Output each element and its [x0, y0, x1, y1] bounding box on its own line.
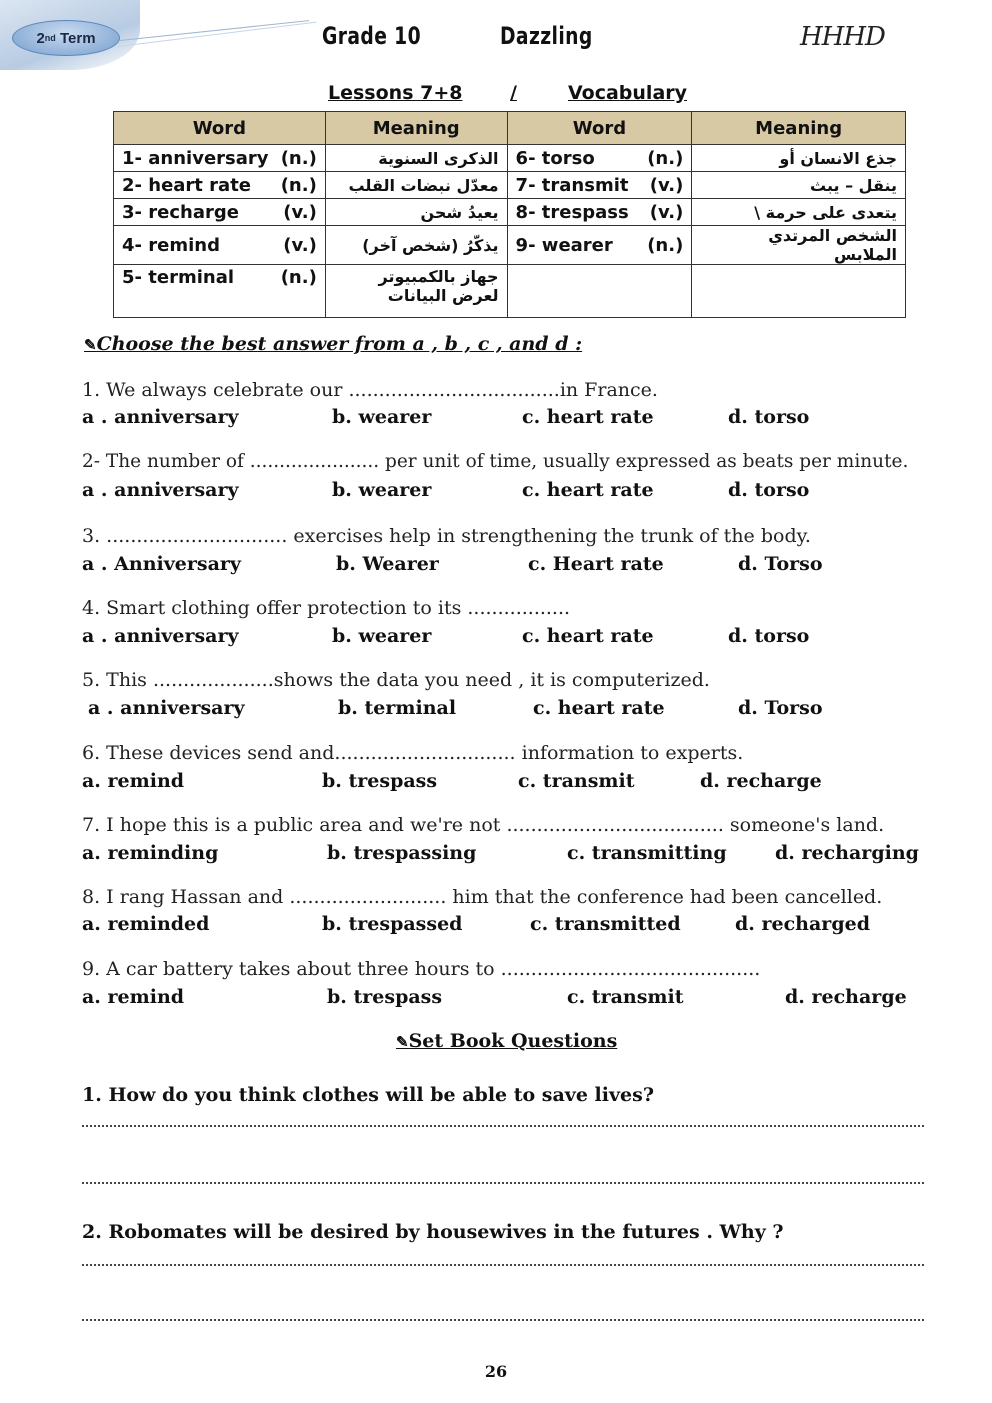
question-text: 3. .............................. exercises help in strengthening the trunk of the body. — [82, 525, 811, 547]
question-text: 2- The number of ...................... per unit of time, usually expressed as beats per minute. — [82, 451, 909, 472]
option-b[interactable]: b. trespassing — [327, 842, 477, 864]
page-number: 26 — [484, 1362, 508, 1381]
option-a[interactable]: a. reminding — [82, 842, 219, 864]
meaning-cell: يتعدى على حرمة \ — [692, 199, 906, 226]
lessons-label: Lessons 7+8 — [328, 82, 463, 104]
option-c[interactable]: c. transmit — [518, 770, 635, 792]
option-b[interactable]: b. wearer — [332, 479, 432, 501]
part-of-speech: (v.) — [649, 174, 684, 196]
part-of-speech: (v.) — [283, 201, 317, 223]
word: 5- terminal — [122, 267, 235, 288]
term-number: 2 — [36, 29, 45, 47]
table-row — [114, 172, 906, 199]
table-row — [114, 199, 906, 226]
option-c[interactable]: c. heart rate — [522, 406, 654, 428]
option-c[interactable]: c. heart rate — [522, 625, 654, 647]
table-header-row — [114, 112, 906, 145]
option-a[interactable]: a . Anniversary — [82, 553, 241, 575]
word: 9- wearer — [515, 234, 613, 256]
grade-title: Grade 10 — [322, 22, 422, 50]
option-d[interactable]: d. recharged — [735, 913, 870, 935]
term-label: Term — [59, 29, 96, 47]
option-c[interactable]: c. Heart rate — [528, 553, 664, 575]
meaning-cell: ينقل – يبث — [692, 172, 906, 199]
header-swoosh — [120, 20, 309, 41]
header-swoosh — [118, 22, 317, 47]
option-a[interactable]: a . anniversary — [82, 406, 239, 428]
question-text: 7. I hope this is a public area and we're not .................................... someone's land. — [82, 814, 885, 836]
option-d[interactable]: d. Torso — [738, 553, 823, 575]
meaning-cell: جهاز بالكمبيوتر لعرض البيانات — [325, 265, 507, 318]
word-cell — [507, 172, 692, 199]
meaning-cell: يعيدُ شحن — [325, 199, 507, 226]
set-book-heading — [396, 1030, 617, 1052]
option-b[interactable]: b. trespass — [327, 986, 443, 1008]
word-cell — [114, 199, 326, 226]
option-d[interactable]: d. Torso — [738, 697, 823, 719]
part-of-speech: (n.) — [280, 267, 317, 288]
part-of-speech: (n.) — [280, 174, 317, 196]
answer-line[interactable] — [82, 1319, 924, 1321]
meaning-cell: يذكّرُ (شخص آخر) — [325, 226, 507, 265]
word-cell — [507, 226, 692, 265]
word: 7- transmit — [515, 174, 629, 196]
answer-line[interactable] — [82, 1125, 924, 1127]
word-cell — [114, 145, 326, 172]
part-of-speech: (n.) — [280, 147, 317, 169]
word: 2- heart rate — [122, 174, 252, 196]
table-row — [114, 265, 906, 318]
question-text: 6. These devices send and.............................. information to experts. — [82, 742, 744, 764]
term-sup: nd — [44, 33, 56, 43]
term-badge — [12, 20, 120, 56]
option-a[interactable]: a. remind — [82, 986, 185, 1008]
column-header: Meaning — [325, 112, 507, 145]
pencil-icon: ✎ — [396, 1033, 409, 1051]
word-cell — [507, 265, 692, 318]
word: 1- anniversary — [122, 147, 269, 169]
option-d[interactable]: d. recharge — [785, 986, 907, 1008]
option-b[interactable]: b. terminal — [338, 697, 457, 719]
option-b[interactable]: b. wearer — [332, 406, 432, 428]
vocabulary-table — [113, 111, 906, 318]
part-of-speech: (v.) — [283, 234, 317, 256]
answer-line[interactable] — [82, 1264, 924, 1266]
option-b[interactable]: b. Wearer — [336, 553, 439, 575]
question-text: 1. We always celebrate our ...................................in France. — [82, 379, 658, 401]
option-c[interactable]: c. transmit — [567, 986, 684, 1008]
option-d[interactable]: d. torso — [728, 625, 810, 647]
option-b[interactable]: b. trespassed — [322, 913, 463, 935]
question-text: 8. I rang Hassan and .......................... him that the conference had been cancelled. — [82, 886, 883, 908]
heading-separator: / — [510, 82, 517, 104]
pencil-icon: ✎ — [84, 336, 97, 354]
question-text: 5. This ....................shows the data you need , it is computerized. — [82, 669, 710, 691]
word: 8- trespass — [515, 201, 629, 223]
option-d[interactable]: d. recharging — [775, 842, 919, 864]
option-a[interactable]: a . anniversary — [88, 697, 245, 719]
meaning-cell — [692, 265, 906, 318]
word-cell — [507, 199, 692, 226]
option-d[interactable]: d. torso — [728, 406, 810, 428]
question-text: 4. Smart clothing offer protection to its ................. — [82, 597, 571, 619]
table-row — [114, 145, 906, 172]
option-b[interactable]: b. trespass — [322, 770, 438, 792]
meaning-cell: الذكرى السنوية — [325, 145, 507, 172]
mcq-heading — [84, 333, 582, 355]
word-cell — [507, 145, 692, 172]
option-a[interactable]: a. reminded — [82, 913, 210, 935]
word: 3- recharge — [122, 201, 239, 223]
column-header: Meaning — [692, 112, 906, 145]
option-c[interactable]: c. heart rate — [522, 479, 654, 501]
open-question: 2. Robomates will be desired by housewives in the futures . Why ? — [82, 1221, 784, 1243]
mcq-heading-text: Choose the best answer from a , b , c , and d : — [96, 333, 583, 355]
topic-label: Vocabulary — [568, 82, 688, 104]
word-cell — [114, 226, 326, 265]
set-book-heading-text: Set Book Questions — [408, 1030, 618, 1052]
column-header: Word — [114, 112, 326, 145]
option-a[interactable]: a . anniversary — [82, 625, 239, 647]
option-b[interactable]: b. wearer — [332, 625, 432, 647]
column-header: Word — [507, 112, 692, 145]
book-title: Dazzling — [500, 22, 593, 50]
word-cell — [114, 172, 326, 199]
meaning-cell: معدّل نبضات القلب — [325, 172, 507, 199]
open-question: 1. How do you think clothes will be able to save lives? — [82, 1084, 654, 1106]
option-c[interactable]: c. transmitting — [567, 842, 727, 864]
option-a[interactable]: a . anniversary — [82, 479, 239, 501]
meaning-cell: جذع الانسان أو — [692, 145, 906, 172]
word-cell — [114, 265, 326, 318]
option-a[interactable]: a. remind — [82, 770, 185, 792]
part-of-speech: (v.) — [649, 201, 684, 223]
word: 6- torso — [515, 147, 595, 169]
table-row — [114, 226, 906, 265]
word: 4- remind — [122, 234, 220, 256]
option-d[interactable]: d. torso — [728, 479, 810, 501]
meaning-cell: الشخص المرتدي الملابس — [692, 226, 906, 265]
option-c[interactable]: c. heart rate — [533, 697, 665, 719]
question-text: 9. A car battery takes about three hours to ........................................... — [82, 958, 761, 980]
author-signature: HHHD — [800, 22, 885, 52]
part-of-speech: (n.) — [647, 234, 684, 256]
option-c[interactable]: c. transmitted — [530, 913, 681, 935]
answer-line[interactable] — [82, 1182, 924, 1184]
part-of-speech: (n.) — [647, 147, 684, 169]
option-d[interactable]: d. recharge — [700, 770, 822, 792]
